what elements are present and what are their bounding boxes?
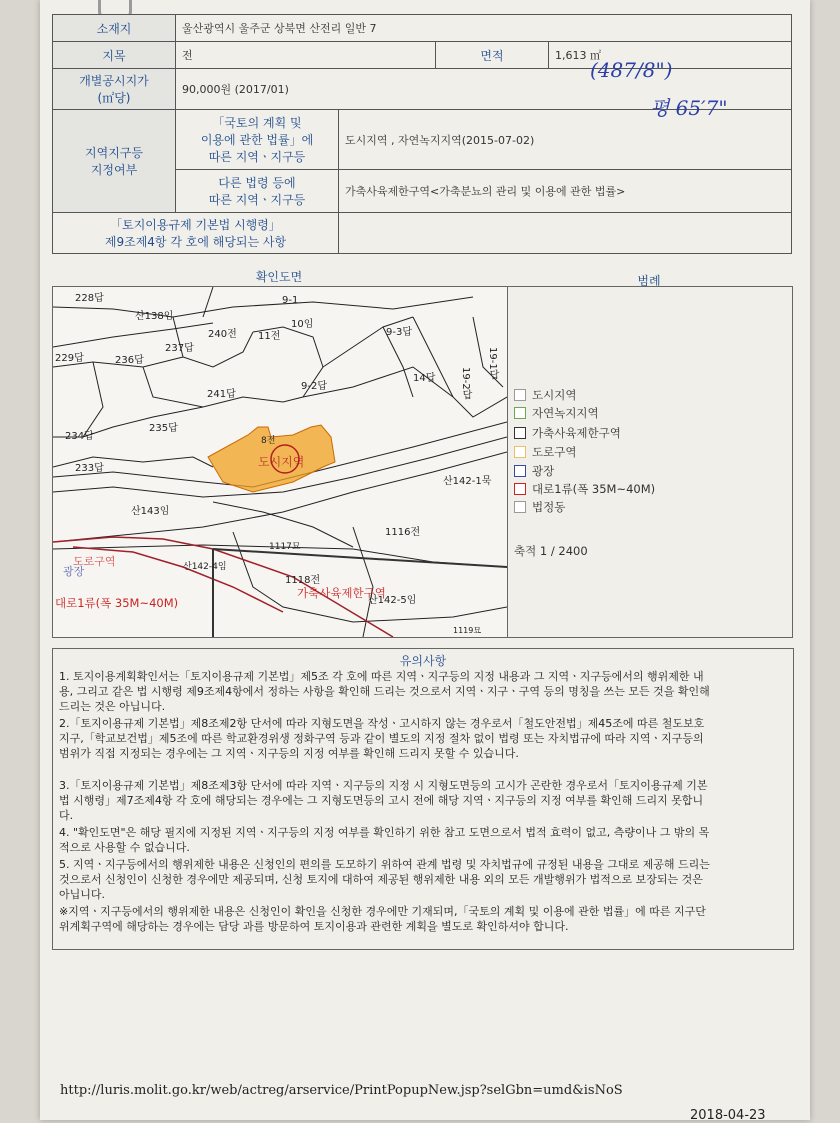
- note-paragraph: 1. 토지이용계획확인서는「토지이용규제 기본법」제5조 각 호에 따른 지역ㆍ지구등의 지정 내용과 그 지역ㆍ지구등에서의 행위제한 내용, 그리고 같은 법 시행령 제9조제4항에서 정하는 사항을 확인해 드리는 것으로서 지역ㆍ지구ㆍ구역 등의 명칭을 쓰는 모든 것을 확인해 드리는 것은 아닙니다.: [59, 670, 710, 713]
- handwritten-note-2: 평 65′7": [650, 96, 728, 120]
- parcel-label: 1117묘: [269, 542, 301, 552]
- parcel-label: 1119묘: [453, 626, 482, 635]
- parcel-label: 235답: [149, 423, 178, 434]
- national-law-value: 도시지역 , 자연녹지지역(2015-07-02): [339, 110, 792, 170]
- other-law-label: [176, 170, 339, 213]
- parcel-label: 14답: [413, 373, 436, 384]
- parcel-label: 229답: [55, 353, 84, 364]
- legend-item: [514, 499, 565, 515]
- legend-swatch: [514, 465, 526, 477]
- price-label: [53, 69, 176, 110]
- note-paragraph: 4. "확인도면"은 해당 필지에 지정된 지역ㆍ지구등의 지정 여부를 확인하기 위한 참고 도면으로서 법적 효력이 없고, 측량이나 그 밖의 목적으로 사용할 수 없습니다.: [59, 826, 710, 854]
- notes-title: 유의사항: [399, 654, 447, 668]
- location-label: 소재지: [53, 15, 176, 42]
- other-law-value: 가축사육제한구역<가축분뇨의 관리 및 이용에 관한 법률>: [339, 170, 792, 213]
- price-label-line-2: (㎡당): [97, 91, 131, 105]
- zone-label-line-1: 지역지구등: [85, 146, 143, 160]
- legend-item-label: 자연녹지지역: [532, 406, 599, 420]
- legend-item-label: 가축사육제한구역: [532, 426, 621, 440]
- parcel-label: 237답: [165, 343, 194, 354]
- other-law-line-2: 따른 지역ㆍ지구등: [208, 193, 306, 208]
- legend-swatch: [514, 501, 526, 513]
- parcel-label: 240전: [208, 329, 237, 340]
- legend-swatch: [514, 483, 526, 495]
- price-value: 90,000원 (2017/01): [176, 69, 792, 110]
- parcel-label: 9-2답: [301, 381, 327, 392]
- national-law-label: [176, 110, 339, 170]
- red-road-label: 대로1류(폭 35M~40M): [55, 596, 179, 610]
- footer-url: http://luris.molit.go.kr/web/actreg/arservice/PrintPopupNew.jsp?selGbn=umd&isNoS: [60, 1083, 623, 1098]
- road-zone-label: 도로구역: [73, 555, 116, 568]
- other-law-line-1: 다른 법령 등에: [218, 176, 296, 191]
- parcel-label: 산143임: [131, 506, 170, 517]
- legend-item: [514, 444, 576, 460]
- note-paragraph: 5. 지역ㆍ지구등에서의 행위제한 내용은 신청인의 편의를 도모하기 위하여 관계 법령 및 자치법규에 규정된 내용을 그대로 제공해 드리는 것으로서 신청인이 신청한 경우에만 제공되며, 신청 토지에 대하여 제공된 행위제한 내용 외의 모든 개발행위가 법적으로 보장되는 것은 아닙니다.: [59, 858, 710, 901]
- parcel-label: 산142-5임: [368, 595, 417, 606]
- legend-item: [514, 481, 655, 497]
- parcel-label: 236답: [115, 355, 144, 366]
- parcel-label: 9-3답: [386, 327, 412, 338]
- land-type-label: 지목: [53, 42, 176, 69]
- document-page: [40, 0, 810, 1123]
- parcel-label: 241답: [207, 389, 236, 400]
- national-law-line-3: 따른 지역ㆍ지구등: [208, 150, 306, 165]
- parcel-label: 233답: [75, 463, 104, 474]
- parcel-label: 19-1답: [487, 347, 498, 380]
- parcel-label: 10임: [291, 319, 314, 330]
- parcel-label: 산142-1묵: [443, 476, 492, 487]
- square-label: 광장: [63, 565, 85, 578]
- area-label: 면적: [436, 42, 549, 69]
- decree-line-2: 제9조제4항 각 호에 해당되는 사항: [104, 235, 287, 249]
- legend-item: [514, 463, 554, 479]
- parcel-label: 9-1: [282, 295, 299, 306]
- legend-panel: [506, 286, 793, 638]
- legend-item: [514, 405, 599, 421]
- parcel-label: 산138임: [135, 311, 174, 322]
- legend-swatch: [514, 446, 526, 458]
- legend-item-label: 법정동: [532, 500, 566, 514]
- legend-item: [514, 387, 576, 403]
- legend-section-title: 범례: [637, 274, 661, 288]
- confirmation-map: [52, 286, 508, 638]
- legend-item: [514, 425, 621, 441]
- legend-item-label: 도시지역: [532, 388, 577, 402]
- notes-section: [52, 648, 794, 950]
- legend-item-label: 도로구역: [532, 445, 577, 459]
- land-type-value: 전: [176, 42, 436, 69]
- zone-label-line-2: 지정여부: [90, 163, 138, 177]
- note-paragraph: 2.「토지이용규제 기본법」제8조제2항 단서에 따라 지형도면을 작성ㆍ고시하지 않는 경우로서「철도안전법」제45조에 따른 철도보호지구,「학교보건법」제5조에 따른 학교환경위생 정화구역 등과 같이 별도의 지정 절차 없이 법령 또는 자치법규에 따라 지역ㆍ지구등의 범위가 직접 지정되는 경우에는 그 지역ㆍ지구등의 지정 여부를 확인해 드리지 못할 수 있습니다.: [59, 717, 705, 760]
- parcel-label: 8전: [261, 436, 276, 446]
- parcel-label: 228답: [75, 293, 104, 304]
- map-scale: 축적 1 / 2400: [514, 544, 588, 558]
- price-label-line-1: 개별공시지가: [79, 74, 149, 88]
- decree-label: [53, 213, 339, 254]
- map-section-title: 확인도면: [255, 270, 303, 284]
- zone-label: [53, 110, 176, 213]
- legend-item-label: 광장: [532, 464, 555, 478]
- land-info-table: [52, 14, 792, 254]
- legend-swatch: [514, 389, 526, 401]
- legend-swatch: [514, 427, 526, 439]
- legend-swatch: [514, 407, 526, 419]
- parcel-label: 1116전: [385, 527, 421, 538]
- note-paragraph: 3.「토지이용규제 기본법」제8조제3항 단서에 따라 지역ㆍ지구등의 지정 시 지형도면등의 고시가 곤란한 경우로서「토지이용규제 기본법 시행령」제7조제4항 각 호에 해당되는 경우에는 그 지형도면등의 고시 전에 해당 지역ㆍ지구등의 지정 여부를 확인해 드리지 못합니다.: [59, 779, 708, 822]
- location-value: 울산광역시 울주군 상북면 산전리 일반 7: [176, 15, 792, 42]
- decree-line-1: 「토지이용규제 기본법 시행령」: [110, 218, 281, 232]
- parcel-label: 11전: [258, 331, 281, 342]
- parcel-label: 산142-4임: [183, 562, 227, 572]
- highlight-zone-label: 도시지역: [258, 455, 305, 469]
- parcel-label: 1118전: [285, 575, 321, 586]
- parcel-label: 234답: [65, 431, 94, 442]
- handwritten-note-1: (487/8"): [590, 58, 673, 82]
- decree-value: [339, 213, 792, 254]
- restriction-zone-label: 가축사육제한구역: [297, 586, 386, 600]
- footer-date: 2018-04-23: [690, 1108, 766, 1123]
- national-law-line-1: 「국토의 계획 및: [212, 116, 302, 131]
- area-value: 1,613 ㎡: [549, 42, 792, 69]
- national-law-line-2: 이용에 관한 법률」에: [200, 133, 314, 148]
- legend-item-label: 대로1류(폭 35M~40M): [532, 482, 656, 496]
- note-paragraph: ※지역ㆍ지구등에서의 행위제한 내용은 신청인이 확인을 신청한 경우에만 기재되며,「국토의 계획 및 이용에 관한 법률」에 따른 지구단위계획구역에 해당하는 경우에는 담당 과를 방문하여 토지이용과 관련한 계획을 별도로 확인하셔야 합니다.: [59, 905, 706, 933]
- parcel-label: 19-2답: [460, 367, 471, 400]
